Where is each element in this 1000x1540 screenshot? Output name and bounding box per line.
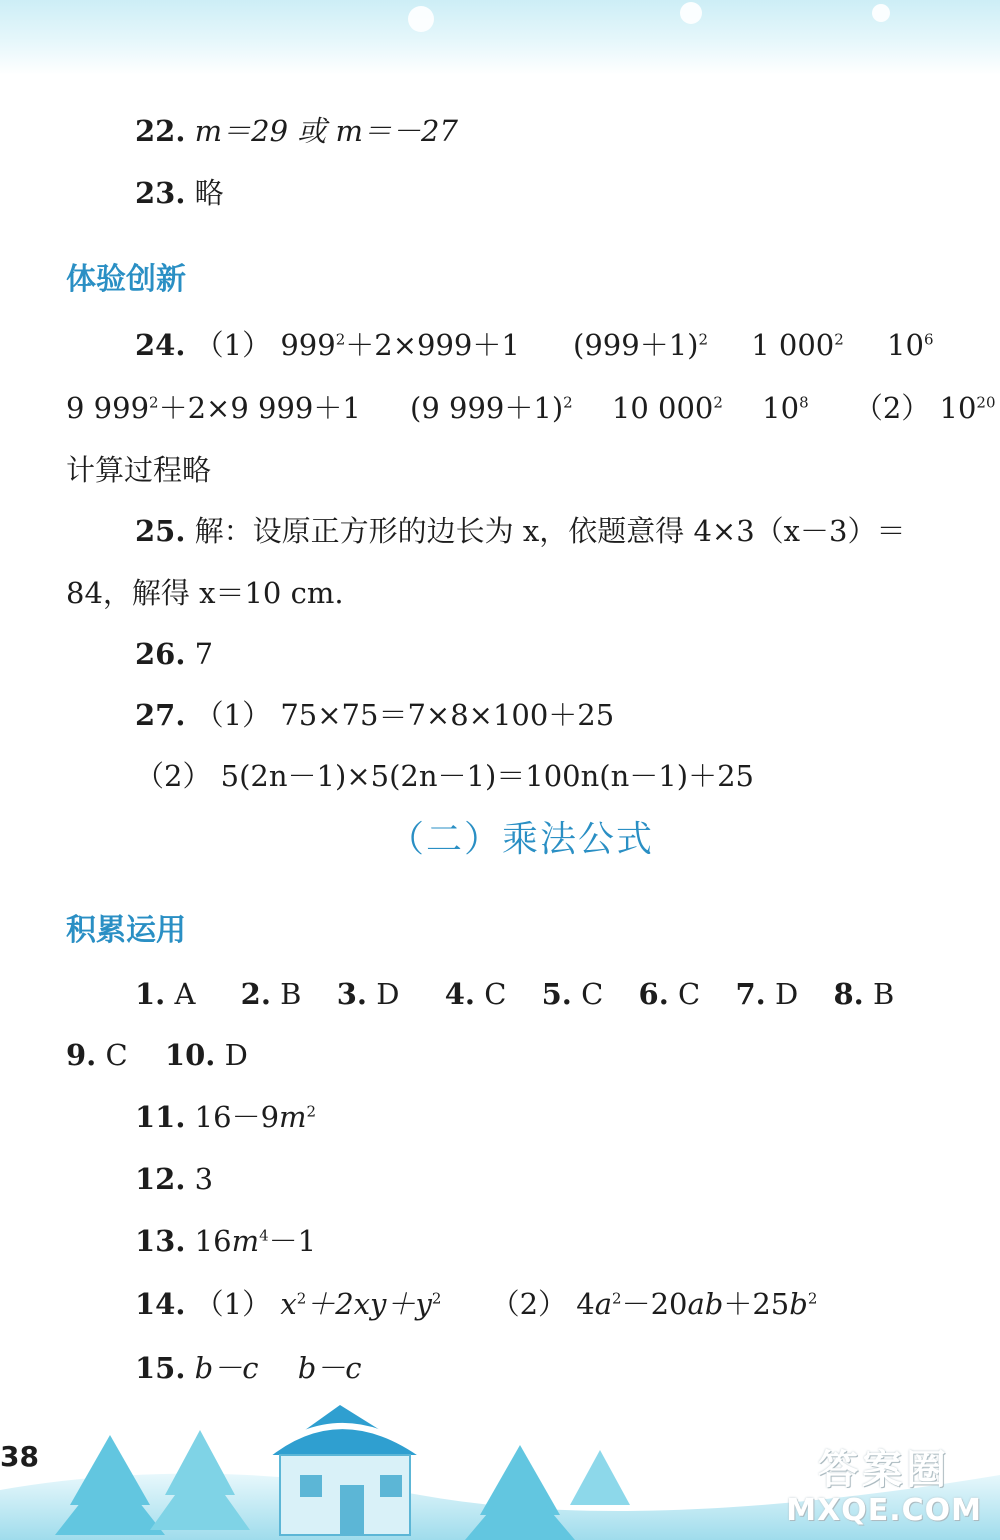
answer-24-line3: 计算过程略 xyxy=(66,453,212,487)
mc-answer: B xyxy=(872,977,895,1011)
question-number: 8. xyxy=(833,977,864,1011)
exponent: 2 xyxy=(431,1289,442,1308)
mc-answer: C xyxy=(581,977,604,1011)
snowflake-icon xyxy=(408,6,434,32)
question-number: 14. xyxy=(135,1287,186,1321)
mc-answer: D xyxy=(774,977,799,1011)
term: 9 999 xyxy=(66,391,150,425)
term: 10 xyxy=(762,391,800,425)
term: ＋25 xyxy=(723,1287,790,1321)
term: y xyxy=(415,1287,432,1321)
answer-14 xyxy=(135,1286,817,1322)
exponent: 2 xyxy=(807,1289,818,1308)
answer-text: 7 xyxy=(194,637,214,671)
term: －20 xyxy=(621,1287,688,1321)
term: m xyxy=(231,1224,260,1258)
top-decorative-band xyxy=(0,0,1000,75)
exponent: 2 xyxy=(563,393,573,412)
mc-answer: A xyxy=(174,977,196,1011)
term: 4 xyxy=(576,1287,595,1321)
question-number: 13. xyxy=(135,1224,186,1258)
mc-answer: D xyxy=(224,1038,248,1072)
section-title: （二）乘法公式 xyxy=(388,819,655,860)
question-number: 3. xyxy=(336,977,367,1011)
answer-12 xyxy=(135,1161,213,1197)
question-number: 24. xyxy=(135,328,186,362)
answer-11 xyxy=(135,1099,316,1135)
question-number: 27. xyxy=(135,698,186,732)
answer-22 xyxy=(135,113,458,149)
mc-answer: C xyxy=(484,977,507,1011)
question-number: 4. xyxy=(444,977,475,1011)
term: 16 xyxy=(194,1224,232,1258)
question-number: 10. xyxy=(164,1038,216,1072)
part-label: （1） xyxy=(194,328,272,362)
term: 1 000 xyxy=(751,328,835,362)
exponent: 2 xyxy=(713,393,723,412)
answer-27-line1 xyxy=(135,697,614,733)
snowflake-icon xyxy=(872,4,890,22)
term: 10 000 xyxy=(611,391,714,425)
question-number: 1. xyxy=(135,977,166,1011)
term: 10 xyxy=(887,328,924,362)
exponent: 8 xyxy=(799,393,809,412)
term: (9 999＋1) xyxy=(410,391,564,425)
exponent: 2 xyxy=(698,330,709,349)
question-number: 6. xyxy=(638,977,669,1011)
mc-answer: C xyxy=(105,1038,128,1072)
exponent: 2 xyxy=(612,1289,622,1308)
page-number: 38 xyxy=(0,1440,39,1473)
question-number: 15. xyxy=(135,1351,186,1385)
term: x xyxy=(280,1287,297,1321)
question-number: 23. xyxy=(135,176,186,210)
watermark-text: 答案圈 xyxy=(818,1447,951,1493)
term: ＋2xy＋ xyxy=(306,1287,416,1321)
term: －1 xyxy=(268,1224,317,1258)
answer-27-line2: （2） 5(2n－1)×5(2n－1)＝100n(n－1)＋25 xyxy=(135,759,754,793)
question-number: 7. xyxy=(735,977,766,1011)
part-label: （2） xyxy=(490,1287,568,1321)
part-label: （2） xyxy=(853,391,931,425)
answer-text: b－c xyxy=(194,1351,259,1385)
term: ＋2×999＋1 xyxy=(345,328,520,362)
mc-answer: B xyxy=(280,977,302,1011)
mc-answer: C xyxy=(678,977,701,1011)
section-heading-experience: 体验创新 xyxy=(66,262,186,297)
question-number: 12. xyxy=(135,1162,186,1196)
exponent: 2 xyxy=(306,1102,317,1121)
answer-text: m＝29 或 m＝－27 xyxy=(194,114,458,148)
mc-answer: D xyxy=(376,977,400,1011)
answer-text: 3 xyxy=(194,1162,214,1196)
answer-15 xyxy=(135,1350,362,1386)
answer-25-line2: 84，解得 x＝10 cm. xyxy=(66,576,344,610)
question-number: 9. xyxy=(66,1038,97,1072)
exponent: 2 xyxy=(149,393,159,412)
watermark-url: MXQE.COM xyxy=(786,1493,982,1528)
section-heading-accumulate: 积累运用 xyxy=(66,913,186,948)
term: ＋2×9 999＋1 xyxy=(158,391,361,425)
mc-answers-row1 xyxy=(135,976,894,1012)
exponent: 2 xyxy=(834,330,844,349)
question-number: 5. xyxy=(541,977,572,1011)
term: ab xyxy=(687,1287,724,1321)
exponent: 2 xyxy=(335,330,346,349)
question-number: 25. xyxy=(135,514,186,548)
exponent: 6 xyxy=(923,330,934,349)
term: 16－9 xyxy=(194,1100,280,1134)
question-number: 11. xyxy=(135,1100,186,1134)
answer-24-line1 xyxy=(135,327,933,363)
question-number: 2. xyxy=(240,977,271,1011)
answer-text: 解：设原正方形的边长为 x，依题意得 4×3（x－3）＝ xyxy=(194,514,906,548)
term: m xyxy=(279,1100,307,1134)
term: b xyxy=(789,1287,808,1321)
answer-13 xyxy=(135,1223,316,1259)
exponent: 20 xyxy=(976,393,996,412)
term: 999 xyxy=(280,328,336,362)
term: a xyxy=(594,1287,613,1321)
exponent: 4 xyxy=(259,1226,269,1245)
snowflake-icon xyxy=(680,2,702,24)
mc-answers-row2 xyxy=(66,1037,248,1073)
term: 10 xyxy=(939,391,977,425)
answer-25-line1 xyxy=(135,513,905,549)
question-number: 22. xyxy=(135,114,186,148)
answer-text: b－c xyxy=(297,1351,362,1385)
answer-26 xyxy=(135,636,213,672)
part-label: （1） xyxy=(194,1287,272,1321)
answer-text: （1） 75×75＝7×8×100＋25 xyxy=(194,698,615,732)
question-number: 26. xyxy=(135,637,186,671)
exponent: 2 xyxy=(296,1289,307,1308)
term: (999＋1) xyxy=(573,328,699,362)
answer-text: 略 xyxy=(194,176,224,210)
answer-23 xyxy=(135,175,224,211)
watermark-logo xyxy=(786,1447,982,1528)
answer-24-line2 xyxy=(66,390,996,426)
